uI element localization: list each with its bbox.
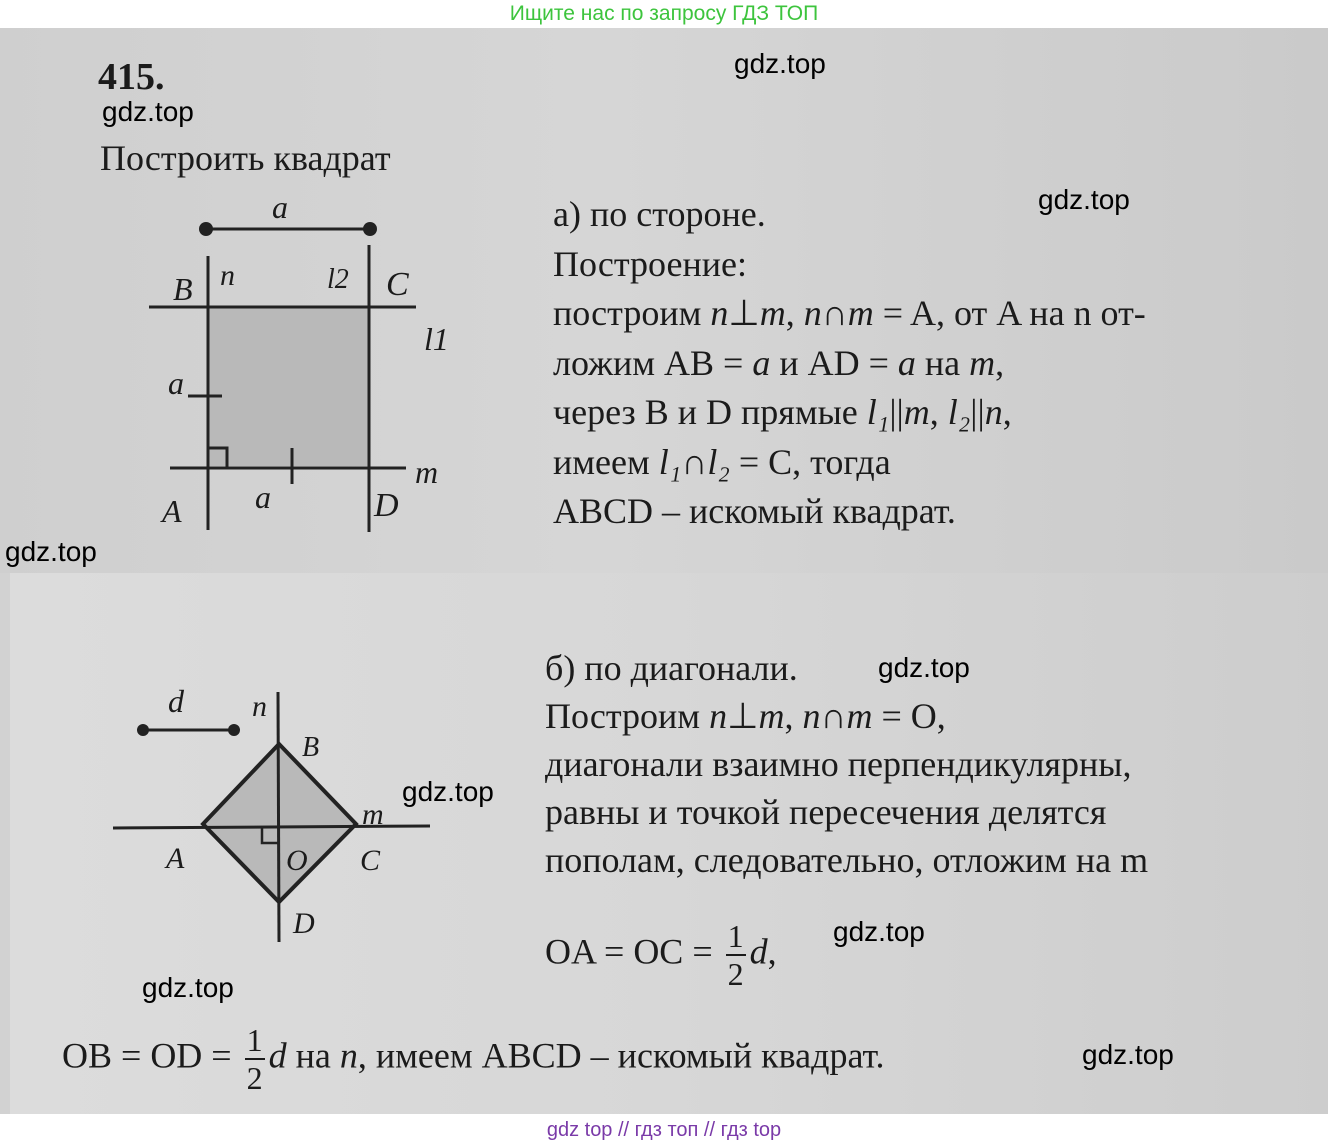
math-variable: m [903, 392, 930, 432]
watermark: gdz.top [734, 48, 826, 79]
formula-left: OA = OC = [545, 931, 722, 972]
text-segment: ∩ [821, 293, 848, 333]
label-O: O [286, 844, 308, 877]
text-segment: ∩ [681, 441, 708, 482]
text-line [553, 441, 891, 482]
text-segment: ложим AB = [553, 342, 753, 383]
label-l2: l2 [327, 264, 349, 295]
fraction-half [726, 920, 746, 990]
label-C: C [360, 844, 381, 877]
text-line [545, 698, 946, 734]
text-line [553, 394, 1012, 430]
math-variable: n [710, 293, 729, 333]
text-line [545, 842, 1148, 878]
text-line [545, 794, 1106, 830]
denominator: 2 [727, 956, 744, 992]
text-line [553, 295, 1146, 331]
math-variable: n [802, 696, 821, 736]
label-B: B [302, 732, 320, 763]
square-fill [209, 308, 370, 466]
text-line [553, 493, 956, 529]
watermark: gdz.top [1038, 184, 1130, 215]
search-banner: Ищите нас по запросу ГДЗ ТОП [509, 2, 819, 25]
text-segment: а) по стороне. [553, 194, 766, 234]
text-segment: построим [553, 293, 711, 333]
math-variable: m [846, 696, 873, 736]
math-variable: n [709, 696, 728, 736]
math-variable: n [984, 392, 1003, 432]
text-segment: на [915, 342, 970, 383]
text-line [553, 342, 1005, 383]
segment-endpoint [228, 724, 240, 736]
watermark: gdz.top [1082, 1039, 1174, 1070]
formula-oa-oc [545, 920, 777, 990]
text-line [545, 650, 798, 686]
text-segment: = O, [872, 696, 946, 736]
watermark: gdz.top [142, 972, 234, 1003]
text-segment: , [785, 293, 804, 333]
text-segment: , [995, 342, 1005, 383]
text-segment: ⊥ [728, 293, 760, 333]
text-segment: и AD = [770, 342, 898, 383]
formula-ob-od [62, 1024, 885, 1094]
math-variable: m [969, 342, 996, 383]
text-line [553, 196, 766, 232]
text-segment: ∩ [820, 696, 847, 736]
math-variable: a [752, 342, 771, 383]
formula-tail: , имеем ABCD – искомый квадрат. [357, 1035, 885, 1076]
text-segment: Построим [545, 696, 710, 736]
text-segment: имеем [553, 441, 659, 482]
math-variable: a [897, 342, 916, 383]
segment-endpoint [363, 222, 377, 236]
math-variable: l₂ [947, 392, 971, 432]
label-m: m [415, 454, 439, 490]
numerator: 1 [246, 1022, 263, 1058]
numerator: 1 [727, 918, 744, 954]
formula-text: на [286, 1035, 340, 1076]
label-d: d [168, 683, 184, 719]
math-variable: n [803, 293, 822, 333]
line-n [278, 692, 279, 942]
text-segment: равны и точкой пересечения делятся [545, 792, 1107, 832]
square-by-diagonal-diagram [100, 680, 440, 950]
formula-tail: , [767, 931, 777, 972]
label-C: C [386, 266, 409, 303]
var-n: n [339, 1035, 358, 1076]
label-A: A [166, 842, 185, 875]
problem-number: 415. [98, 56, 165, 98]
square-by-side-diagram [140, 190, 460, 540]
label-m: m [362, 798, 384, 831]
label-B: B [173, 271, 193, 307]
segment-endpoint [199, 222, 213, 236]
formula-left: OB = OD = [62, 1035, 241, 1076]
text-segment: ⊥ [727, 696, 759, 736]
label-a-left: a [168, 365, 184, 401]
text-segment: Построение: [553, 243, 747, 284]
var-d: d [268, 1035, 287, 1076]
watermark: gdz.top [402, 776, 494, 807]
text-segment: диагонали взаимно перпендикулярны, [545, 744, 1132, 784]
fraction-half [245, 1024, 265, 1094]
text-segment: , [1002, 392, 1012, 432]
label-D: D [374, 487, 399, 524]
math-variable: m [847, 293, 874, 333]
var-d: d [749, 931, 768, 972]
text-segment: пополам, следовательно, отложим на m [545, 840, 1149, 880]
text-segment: = C, тогда [729, 441, 891, 482]
math-variable: m [759, 293, 786, 333]
math-variable: l₁ [866, 392, 890, 432]
label-n: n [252, 690, 267, 723]
denominator: 2 [246, 1060, 263, 1096]
segment-endpoint [137, 724, 149, 736]
label-a: a [272, 190, 288, 225]
label-l1: l1 [424, 321, 449, 357]
math-variable: l₁ [658, 441, 682, 482]
text-segment: || [970, 392, 985, 432]
text-line [545, 746, 1131, 782]
task-heading: Построить квадрат [100, 138, 391, 178]
watermark: gdz.top [833, 916, 925, 947]
text-segment: , [929, 392, 948, 432]
text-segment: б) по диагонали. [545, 648, 798, 688]
label-D: D [293, 907, 315, 940]
text-segment: , [784, 696, 803, 736]
text-segment: через B и D прямые [553, 392, 867, 432]
text-segment: || [889, 392, 904, 432]
text-segment: = A, от A на n от- [873, 293, 1146, 333]
label-n: n [220, 259, 235, 292]
watermark: gdz.top [102, 96, 194, 127]
label-A: A [162, 493, 182, 529]
footer-links: gdz top // гдз топ // гдз top [546, 1119, 782, 1141]
text-segment: ABCD – искомый квадрат. [553, 491, 956, 531]
label-a-bottom: a [255, 479, 271, 515]
watermark: gdz.top [878, 652, 970, 683]
watermark: gdz.top [5, 536, 97, 567]
math-variable: m [758, 696, 785, 736]
math-variable: l₂ [707, 441, 730, 482]
text-line [553, 243, 747, 284]
